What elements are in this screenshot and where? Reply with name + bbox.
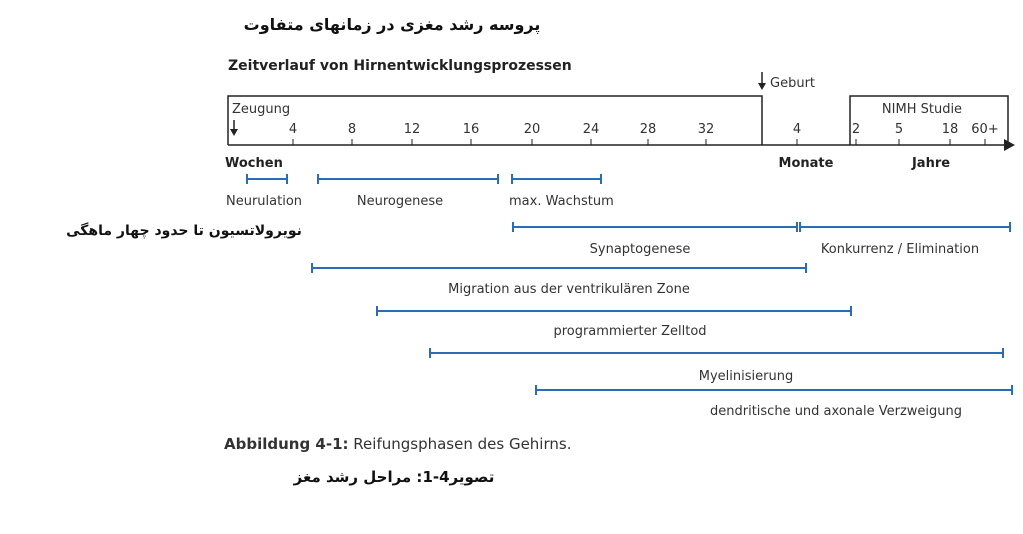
week-tick-label: 16 bbox=[462, 122, 480, 137]
caption-bold: Abbildung 4-1: bbox=[224, 435, 349, 453]
unit-weeks: Wochen bbox=[225, 156, 283, 171]
bar-konkurrenz-elimination bbox=[800, 222, 1010, 232]
unit-months: Monate bbox=[778, 156, 834, 171]
bar-neurulation bbox=[247, 174, 287, 184]
months-ticks bbox=[793, 122, 801, 145]
unit-years: Jahre bbox=[911, 156, 951, 171]
nimh-label: NIMH Studie bbox=[881, 102, 963, 117]
bar-synaptogenese bbox=[513, 222, 797, 232]
week-tick-label: 20 bbox=[523, 122, 541, 137]
label-synaptogenese: Synaptogenese bbox=[589, 242, 691, 257]
persian-note: نویرولاتسیون تا حدود چهار ماهگی bbox=[66, 223, 302, 239]
bar-myelinisierung bbox=[430, 348, 1003, 358]
label-max-wachstum: max. Wachstum bbox=[509, 194, 614, 209]
bar-neurogenese bbox=[318, 174, 498, 184]
year-tick-label: 2 bbox=[851, 122, 861, 137]
caption-text: Reifungsphasen des Gehirns. bbox=[348, 435, 572, 453]
birth-marker bbox=[758, 72, 815, 91]
years-ticks bbox=[852, 122, 999, 145]
week-tick-label: 12 bbox=[403, 122, 421, 137]
week-tick-label: 4 bbox=[288, 122, 298, 137]
weeks-ticks bbox=[289, 122, 714, 145]
german-title: Zeitverlauf von Hirnentwicklungsprozessen bbox=[228, 58, 572, 74]
label-zelltod: programmierter Zelltod bbox=[553, 324, 707, 339]
prenatal-frame bbox=[228, 96, 762, 145]
bar-zelltod bbox=[377, 306, 851, 316]
label-migration: Migration aus der ventrikulären Zone bbox=[448, 282, 690, 297]
label-dendritische-verzweigung: dendritische und axonale Verzweigung bbox=[710, 404, 962, 419]
week-tick-label: 32 bbox=[697, 122, 715, 137]
label-neurulation: Neurulation bbox=[226, 194, 303, 209]
week-tick-label: 24 bbox=[582, 122, 600, 137]
week-tick-label: 28 bbox=[639, 122, 657, 137]
birth-label: Geburt bbox=[770, 76, 816, 91]
figure-caption bbox=[224, 435, 571, 453]
label-neurogenese: Neurogenese bbox=[356, 194, 444, 209]
label-konkurrenz-elimination: Konkurrenz / Elimination bbox=[820, 242, 980, 257]
persian-caption: تصویر4-1: مراحل رشد مغز bbox=[293, 468, 495, 486]
year-tick-label: 5 bbox=[894, 122, 904, 137]
conception-arrow-icon bbox=[230, 120, 238, 136]
bar-migration bbox=[312, 263, 806, 273]
year-tick-label: 60+ bbox=[971, 122, 999, 137]
axis-arrowhead bbox=[1004, 139, 1015, 151]
bar-max-wachstum bbox=[512, 174, 601, 184]
month-tick-label: 4 bbox=[792, 122, 802, 137]
week-tick-label: 8 bbox=[347, 122, 357, 137]
bar-dendritische-verzweigung bbox=[536, 385, 1012, 395]
conception-label: Zeugung bbox=[232, 102, 291, 117]
label-myelinisierung: Myelinisierung bbox=[698, 369, 794, 384]
persian-title: پروسه رشد مغزی در زمانهای متفاوت bbox=[243, 15, 541, 34]
year-tick-label: 18 bbox=[941, 122, 959, 137]
